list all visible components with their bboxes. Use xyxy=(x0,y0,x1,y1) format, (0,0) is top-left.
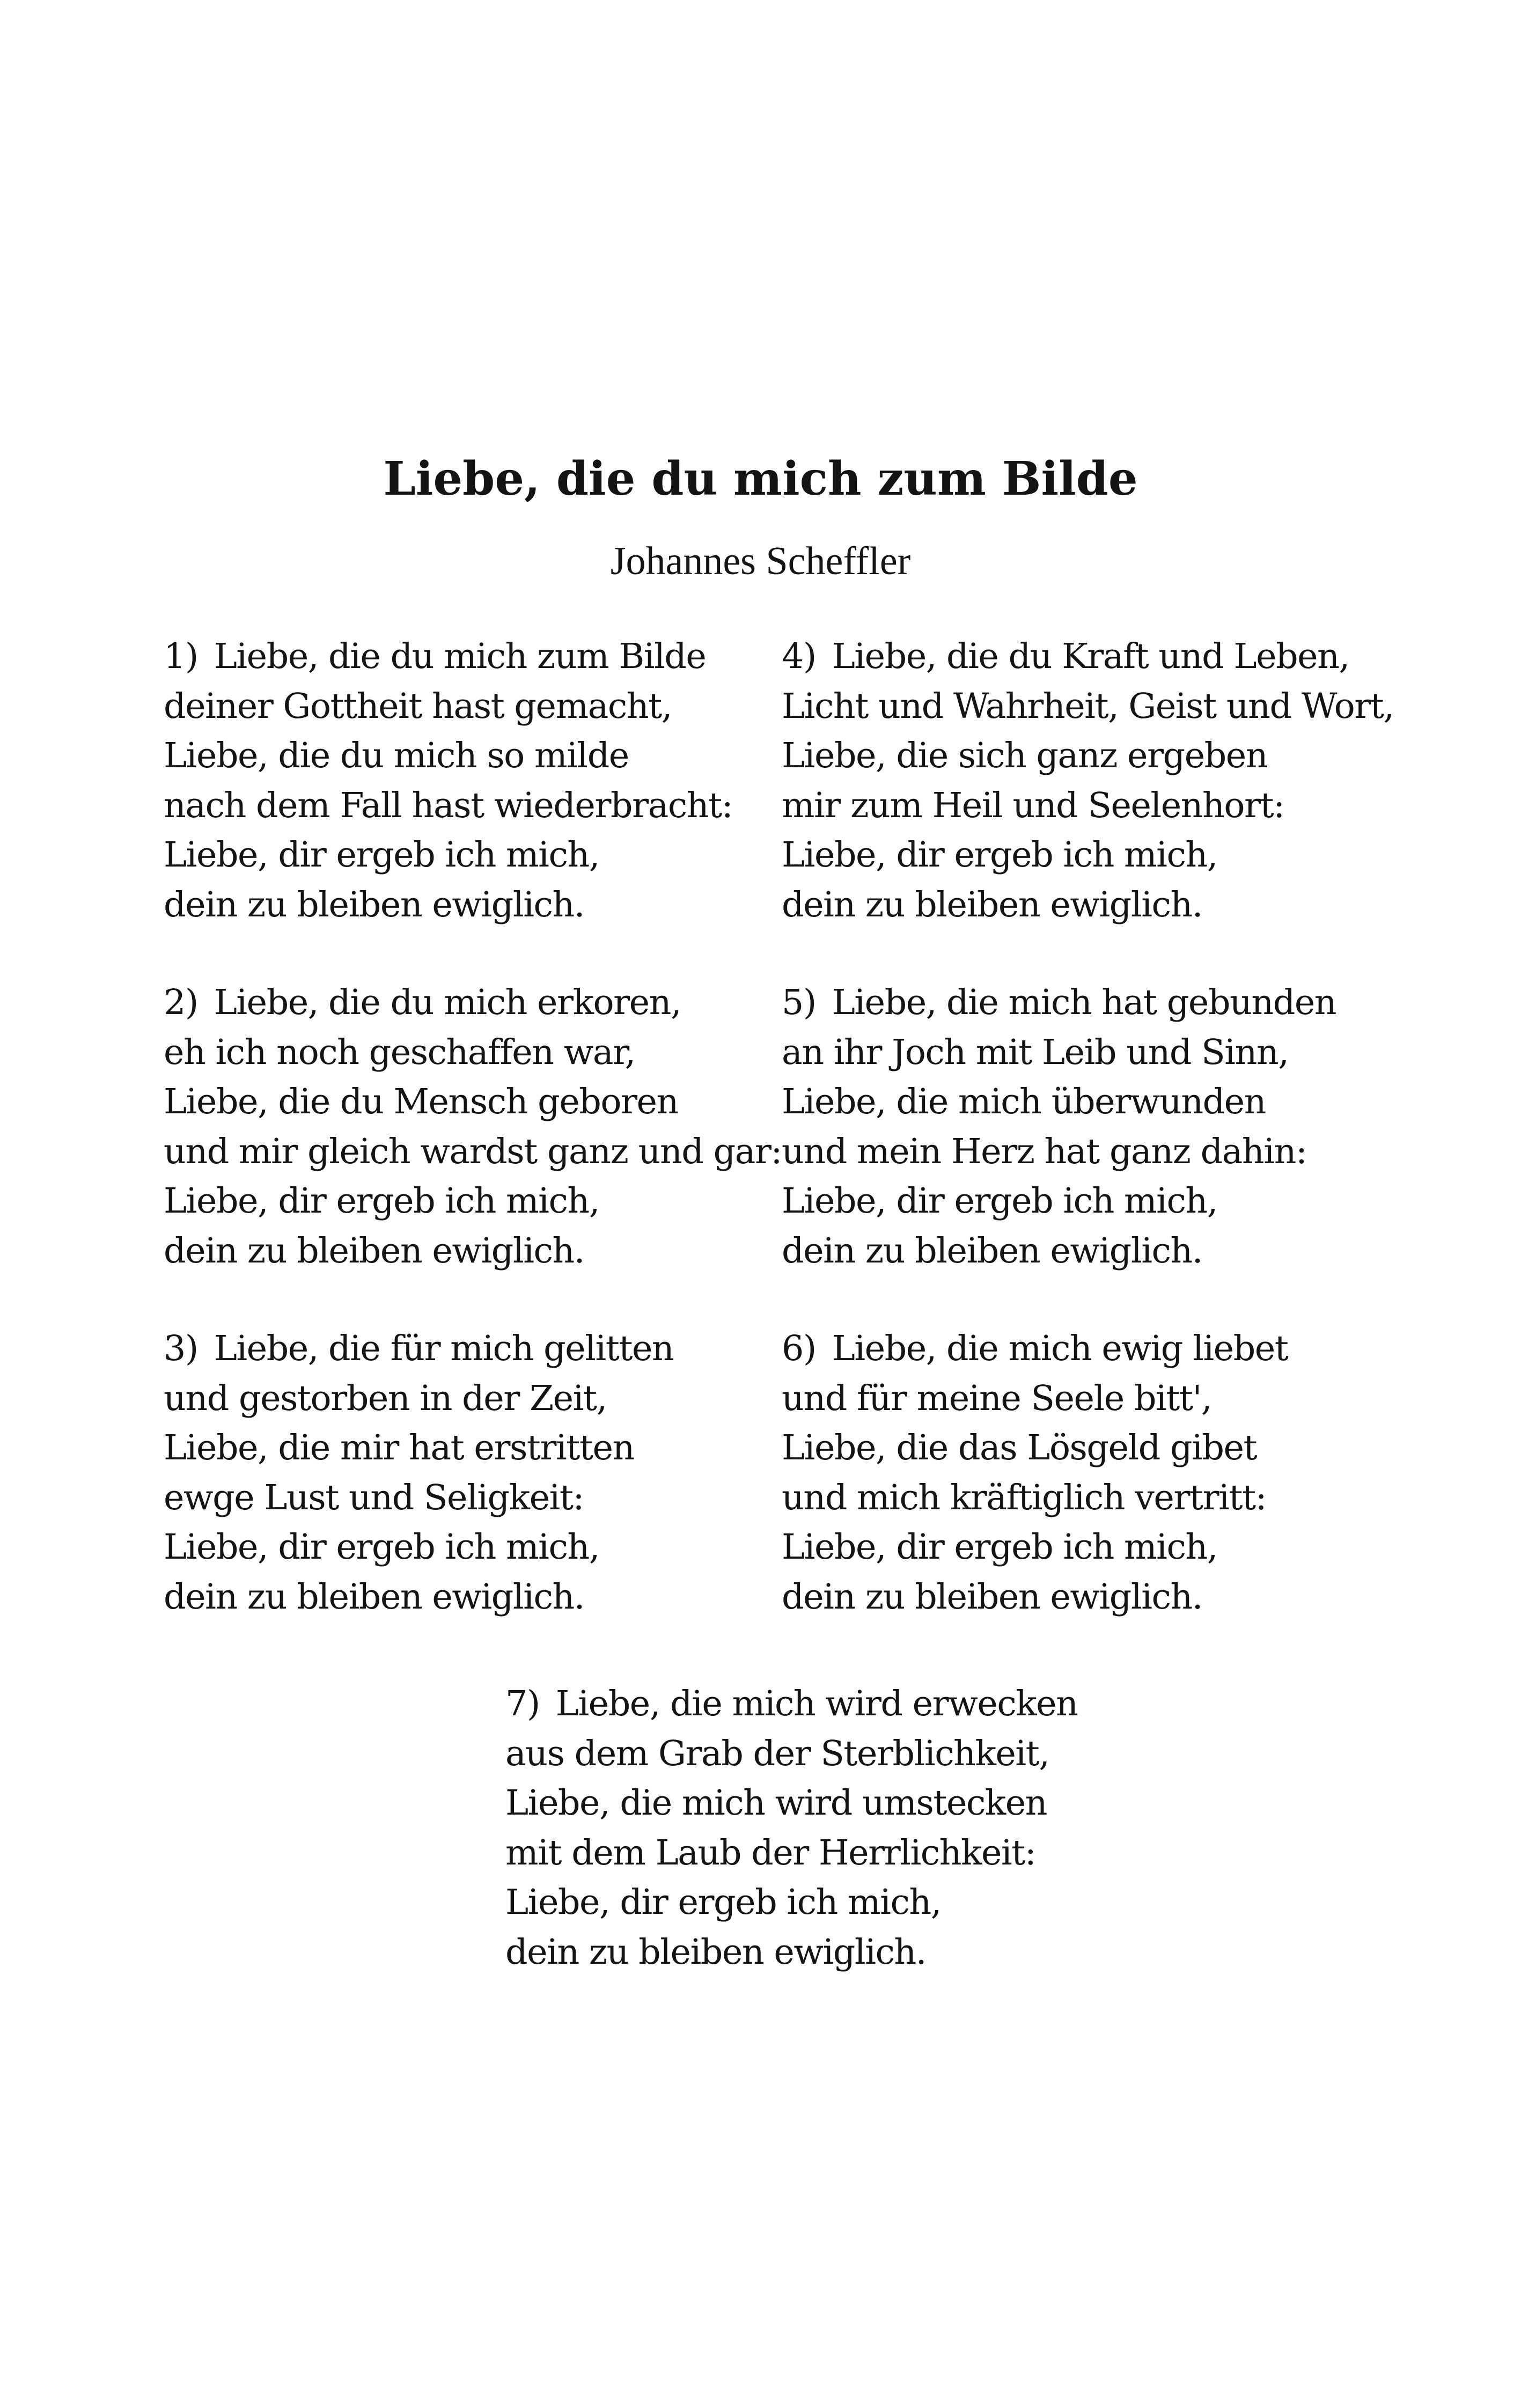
verse-number: 7) xyxy=(505,1684,540,1724)
verse-number: 3) xyxy=(164,1328,198,1369)
verse-number: 1) xyxy=(164,636,198,677)
verse-line: und mich kräftiglich vertritt: xyxy=(782,1477,1267,1518)
verse-line: dein zu bleiben ewiglich. xyxy=(505,1932,926,1972)
verse-line: dein zu bleiben ewiglich. xyxy=(782,1230,1202,1271)
verse-line: aus dem Grab der Sterblichkeit, xyxy=(505,1733,1049,1774)
verse-2 xyxy=(164,978,782,1276)
verse-line: mit dem Laub der Herrlichkeit: xyxy=(505,1832,1036,1873)
verse-line: Liebe, dir ergeb ich mich, xyxy=(164,1527,599,1567)
verse-line: Liebe, dir ergeb ich mich, xyxy=(782,835,1217,875)
verse-line: Liebe, die das Lösgeld gibet xyxy=(782,1428,1257,1468)
verse-line: Liebe, dir ergeb ich mich, xyxy=(782,1527,1217,1567)
verse-line-text: Liebe, die du Kraft und Leben, xyxy=(832,636,1349,677)
verse-1 xyxy=(164,632,732,930)
verse-4 xyxy=(782,632,1394,930)
author-name: Johannes Scheffler xyxy=(610,539,911,583)
verse-line: eh ich noch geschaffen war, xyxy=(164,1032,635,1073)
verse-line: dein zu bleiben ewiglich. xyxy=(164,1230,584,1271)
verse-line: dein zu bleiben ewiglich. xyxy=(782,1576,1202,1617)
verse-5 xyxy=(782,978,1336,1276)
verse-3 xyxy=(164,1324,673,1622)
verse-line: Liebe, die mir hat erstritten xyxy=(164,1428,634,1468)
verse-line: Liebe, dir ergeb ich mich, xyxy=(164,835,599,875)
verse-line xyxy=(164,978,782,1028)
verse-line xyxy=(164,632,732,682)
verse-line: Liebe, die du mich so milde xyxy=(164,736,629,776)
verse-line: Liebe, die mich wird umstecken xyxy=(505,1783,1047,1823)
verse-line: deiner Gottheit hast gemacht, xyxy=(164,686,672,726)
verse-line: dein zu bleiben ewiglich. xyxy=(164,884,584,925)
verse-line: Liebe, die sich ganz ergeben xyxy=(782,736,1268,776)
verse-number: 5) xyxy=(782,982,816,1023)
verse-line: und mir gleich wardst ganz und gar: xyxy=(164,1131,782,1172)
verse-7 xyxy=(505,1679,1077,1977)
page-title: Liebe, die du mich zum Bilde xyxy=(383,452,1138,506)
verse-line-text: Liebe, die mich ewig liebet xyxy=(832,1328,1288,1369)
verse-line-text: Liebe, die du mich zum Bilde xyxy=(214,636,706,677)
verse-line: Liebe, dir ergeb ich mich, xyxy=(505,1882,941,1922)
verse-line: ewge Lust und Seligkeit: xyxy=(164,1477,584,1518)
verse-line xyxy=(505,1679,1077,1729)
verse-line: Liebe, dir ergeb ich mich, xyxy=(782,1181,1217,1221)
verse-line: an ihr Joch mit Leib und Sinn, xyxy=(782,1032,1289,1073)
verse-line-text: Liebe, die du mich erkoren, xyxy=(214,982,681,1023)
verse-line xyxy=(782,1324,1288,1374)
verse-number: 4) xyxy=(782,636,816,677)
verse-line: Licht und Wahrheit, Geist und Wort, xyxy=(782,686,1394,726)
verse-line xyxy=(164,1324,673,1374)
verse-line-text: Liebe, die für mich gelitten xyxy=(214,1328,674,1369)
verse-line xyxy=(782,632,1394,682)
verse-number: 6) xyxy=(782,1328,816,1369)
verse-line: dein zu bleiben ewiglich. xyxy=(164,1576,584,1617)
verse-line-text: Liebe, die mich hat gebunden xyxy=(832,982,1336,1023)
verse-number: 2) xyxy=(164,982,198,1023)
verse-line: und für meine Seele bitt', xyxy=(782,1378,1212,1419)
verse-line-text: Liebe, die mich wird erwecken xyxy=(555,1684,1078,1724)
verse-line: Liebe, die mich überwunden xyxy=(782,1082,1266,1122)
verse-line: Liebe, dir ergeb ich mich, xyxy=(164,1181,599,1221)
verse-line xyxy=(782,978,1336,1028)
verse-line: nach dem Fall hast wiederbracht: xyxy=(164,785,733,826)
verse-line: Liebe, die du Mensch geboren xyxy=(164,1082,678,1122)
verse-line: mir zum Heil und Seelenhort: xyxy=(782,785,1284,826)
verse-line: dein zu bleiben ewiglich. xyxy=(782,884,1202,925)
verse-line: und gestorben in der Zeit, xyxy=(164,1378,607,1419)
verse-line: und mein Herz hat ganz dahin: xyxy=(782,1131,1307,1172)
verse-6 xyxy=(782,1324,1288,1622)
